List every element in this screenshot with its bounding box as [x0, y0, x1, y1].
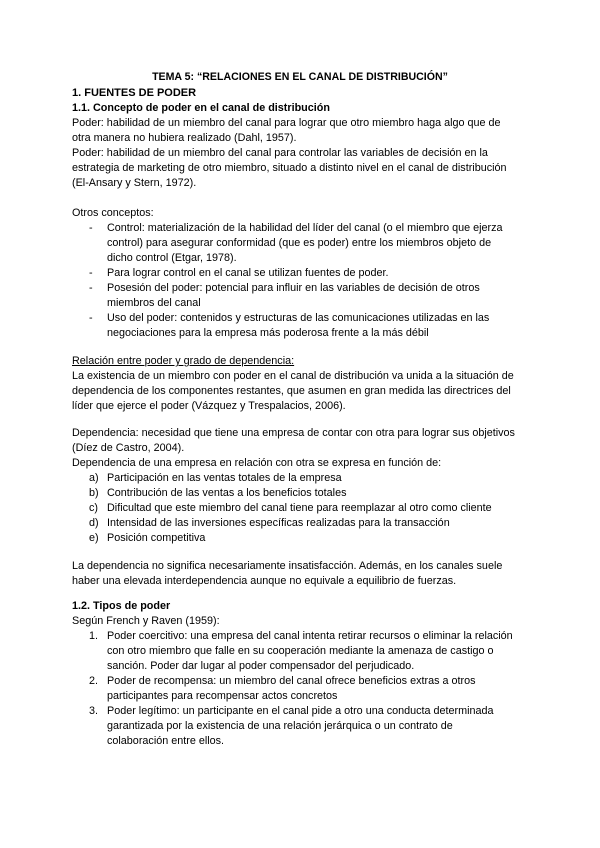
paragraph-line: Poder: habilidad de un miembro del canal para lograr que otro miembro haga algo que de [72, 117, 501, 129]
paragraph-line: Poder: habilidad de un miembro del canal para controlar las variables de decisión en la [72, 147, 488, 159]
paragraph-line: estrategia de marketing de otro miembro, situado a distinto nivel en el canal de distribución [72, 162, 507, 174]
list-label: Otros conceptos: [72, 207, 154, 219]
list-marker: 1. [89, 630, 99, 642]
list-item-line: Posición competitiva [107, 532, 206, 544]
list-marker: - [89, 267, 93, 279]
list-marker: e) [89, 532, 99, 544]
paragraph-line: (Díez de Castro, 2004). [72, 442, 185, 454]
paragraph-line: haber una elevada interdependencia aunque no equivale a equilibrio de fuerzas. [72, 575, 457, 587]
list-item-line: garantizada por la existencia de una relación jerárquica o un contrato de [107, 720, 453, 732]
list-marker: - [89, 222, 93, 234]
list-item-line: Posesión del poder: potencial para influir en las variables de decisión de otros [107, 282, 480, 294]
relacion-heading: Relación entre poder y grado de dependencia: [72, 355, 295, 367]
paragraph-line: Según French y Raven (1959): [72, 615, 220, 627]
list-item-line: participantes para recompensar actos concretos [107, 690, 338, 702]
paragraph-line: Dependencia: necesidad que tiene una empresa de contar con otra para lograr sus objetivos [72, 427, 515, 439]
list-item-line: negociaciones para la empresa más poderosa frente a la más débil [107, 327, 429, 339]
list-item-line: Intensidad de las inversiones específicas realizadas para la transacción [107, 517, 450, 529]
paragraph-line: (El-Ansary y Stern, 1972). [72, 177, 197, 189]
paragraph-line: líder que ejerce el poder (Vázquez y Trespalacios, 2006). [72, 400, 346, 412]
list-item-line: colaboración entre ellos. [107, 735, 225, 747]
list-item-line: Control: materialización de la habilidad del líder del canal (o el miembro que ejerza [107, 222, 503, 234]
document-title: TEMA 5: “RELACIONES EN EL CANAL DE DISTRIBUCIÓN” [152, 71, 448, 83]
paragraph-line: La dependencia no significa necesariamente insatisfacción. Además, en los canales suele [72, 560, 503, 572]
list-marker: b) [89, 487, 99, 499]
list-item-line: Poder de recompensa: un miembro del canal ofrece beneficios extras a otros [107, 675, 476, 687]
paragraph-line: La existencia de un miembro con poder en el canal de distribución va unida a la situación de [72, 370, 514, 382]
list-marker: c) [89, 502, 98, 514]
list-marker: - [89, 312, 93, 324]
paragraph-line: Dependencia de una empresa en relación con otra se expresa en función de: [72, 457, 442, 469]
list-item-line: dicho control (Etgar, 1978). [107, 252, 237, 264]
list-item-line: Participación en las ventas totales de la empresa [107, 472, 342, 484]
list-marker: a) [89, 472, 99, 484]
list-item-line: Uso del poder: contenidos y estructuras de las comunicaciones utilizadas en las [107, 312, 490, 324]
section-heading: 1. FUENTES DE PODER [72, 87, 197, 99]
list-marker: - [89, 282, 93, 294]
list-marker: 3. [89, 705, 99, 717]
list-item-line: control) para asegurar conformidad (que es poder) entre los miembros objeto de [107, 237, 492, 249]
list-item-line: miembros del canal [107, 297, 201, 309]
subsection-heading: 1.2. Tipos de poder [72, 600, 171, 612]
list-marker: d) [89, 517, 99, 529]
list-item-line: Poder coercitivo: una empresa del canal intenta retirar recursos o eliminar la relación [107, 630, 513, 642]
paragraph-line: dependencia de los componentes restantes, que asumen en gran medida las directrices del [72, 385, 511, 397]
list-item-line: Para lograr control en el canal se utilizan fuentes de poder. [107, 267, 389, 279]
list-item-line: Contribución de las ventas a los beneficios totales [107, 487, 347, 499]
subsection-heading: 1.1. Concepto de poder en el canal de distribución [72, 102, 330, 114]
list-item-line: sanción. Poder dar lugar al poder compensador del perjudicado. [107, 660, 415, 672]
list-marker: 2. [89, 675, 99, 687]
list-item-line: con otro miembro que falle en su cooperación mediante la amenaza de castigo o [107, 645, 494, 657]
list-item-line: Dificultad que este miembro del canal tiene para reemplazar al otro como cliente [107, 502, 492, 514]
paragraph-line: otra manera no hubiera realizado (Dahl, 1957). [72, 132, 297, 144]
list-item-line: Poder legítimo: un participante en el canal pide a otro una conducta determinada [107, 705, 494, 717]
